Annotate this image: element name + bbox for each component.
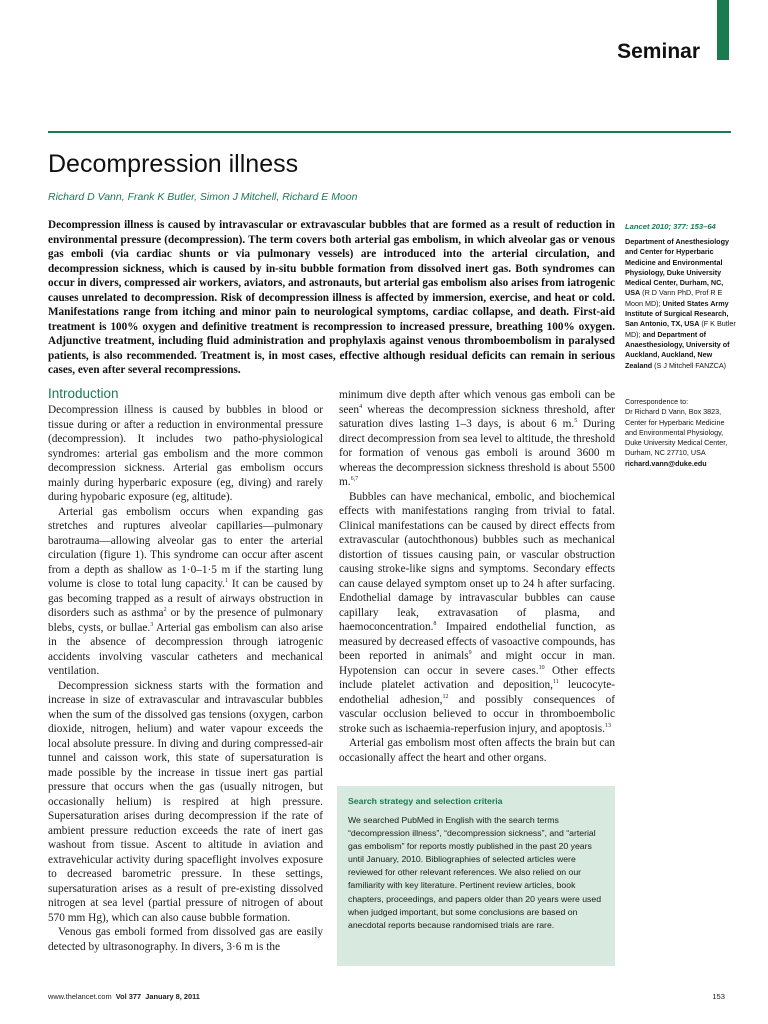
panel-body: We searched PubMed in English with the search terms “decompression illness”, “decompression sickness”, and “arterial gas embolism” for reports mostly published in the past 20 years until January, 2010. Bibliographies of selected articles were reviewed for other relevant references. We also relied on our familiarity with key literature. Pertinent review articles, book chapters, proceedings, and papers older than 20 years were used when judged important, but some conclusions are based on anecdotal reports because randomised trials are rare. <box>348 815 602 930</box>
affiliation-1: Department of Anesthesiology and Center for Hyperbaric Medicine and Environmental Physiology, Duke University Medical Center, Durham, NC, USA <box>625 237 729 298</box>
author-list: Richard D Vann, Frank K Butler, Simon J Mitchell, Richard E Moon <box>48 191 358 203</box>
reference-marker[interactable]: 3 <box>150 621 154 628</box>
reference-marker[interactable]: 11 <box>552 679 559 686</box>
body-column-2 <box>339 388 615 765</box>
panel-title: Search strategy and selection criteria <box>348 796 503 806</box>
affiliations <box>625 237 737 371</box>
paragraph: Venous gas emboli formed from dissolved gas are easily detected by ultrasonography. In divers, 3·6 m is the <box>48 926 323 953</box>
paragraph: Arterial gas embolism occurs when expanding gas stretches and ruptures alveolar capillaries—pulmonary barotrauma—allowing alveolar gas to enter the arterial circulation (figure 1). This syndrome can occur after ascent from a depth as shallow as 1·0–1·5 m if the starting lung volume is close to total lung capacity.$^1$ It can be caused by gas becoming trapped as a result of airways obstruction in disorders such as asthma$^2$ or by the presence of pulmonary blebs, cysts, or bullae.$^3$ Arterial gas embolism can also arise in the absence of decompression through iatrogenic accidents involving vascular catheters and mechanical ventilation. <box>48 505 324 677</box>
paragraph: Arterial gas embolism most often affects the brain but can occasionally affect the heart and other organs. <box>339 737 615 764</box>
footer-date: January 8, 2011 <box>145 992 200 1001</box>
footer-left <box>48 992 200 1001</box>
body-column-1 <box>48 403 323 954</box>
affiliation-1-people: (R D Vann PhD, Prof R E Moon MD); <box>625 288 723 308</box>
reference-marker[interactable]: 6,7 <box>350 476 359 483</box>
reference-marker[interactable]: 5 <box>574 418 578 425</box>
citation: Lancet 2010; 377: 153–64 <box>625 222 716 231</box>
affiliation-2-people: (F K Butler MD); <box>625 319 736 339</box>
header-rule <box>48 131 731 133</box>
article-title: Decompression illness <box>48 150 299 178</box>
reference-marker[interactable]: 8 <box>433 621 437 628</box>
reference-marker[interactable]: 2 <box>163 607 167 614</box>
reference-marker[interactable]: 13 <box>604 722 611 729</box>
correspondence <box>625 397 737 469</box>
reference-marker[interactable]: 12 <box>442 693 449 700</box>
paragraph: Decompression illness is caused by bubbles in blood or tissue during or after a reduction in environmental pressure (decompression). It includes two patho-physiological syndromes: arterial gas embolism and the more common decompression sickness. Arterial gas embolism occurs mainly during hyperbaric exposure (eg, diving) and rarely during hypobaric exposure (eg, altitude). <box>48 404 323 503</box>
paragraph: Bubbles can have mechanical, embolic, and biochemical effects with manifestations ranging from trivial to fatal. Clinical manifestations can be caused by direct effects from extravascular (autochthonous) bubbles such as mechanical distortion of tissues causing pain, or vascular obstruction causing stroke-like signs and symptoms. Secondary effects can cause delayed symptom onset up to 24 h after surfacing. Endothelial damage by intravascular bubbles can cause capillary leak, extravasation of plasma, and haemoconcentration.$^8$ Impaired endothelial function, as measured by decreased effects of vasoactive compounds, has been reported in animals$^9$ and might occur in man. Hypotension can occur in severe cases.$^{10}$ Other effects include platelet activation and deposition,$^{11}$ leucocyte-endothelial adhesion,$^{12}$ and possibly consequences of vascular occlusion believed to occur in thromboembolic stroke such as ischaemia-reperfusion injury, and apoptosis.$^{13}$ <box>339 490 615 735</box>
footer-volume: Vol 377 <box>115 992 142 1001</box>
page-number: 153 <box>712 992 725 1001</box>
section-heading-introduction: Introduction <box>48 386 119 401</box>
affiliation-3-people: (S J Mitchell FANZCA) <box>652 360 727 370</box>
correspondence-email[interactable]: richard.vann@duke.edu <box>625 458 707 468</box>
correspondence-address: Dr Richard D Vann, Box 3823, Center for Hyperbaric Medicine and Environmental Physiology, Duke University Medical Center, Durham, NC 27710, USA <box>625 407 728 458</box>
reference-marker[interactable]: 10 <box>538 664 545 671</box>
reference-marker[interactable]: 9 <box>468 650 472 657</box>
footer-site[interactable]: www.thelancet.com <box>48 992 112 1001</box>
abstract: Decompression illness is caused by intravascular or extravascular bubbles that are formed as a result of reduction in environmental pressure (decompression). The term covers both arterial gas embolism, in which alveolar gas or venous gas emboli (via cardiac shunts or via pulmonary vessels) are introduced into the arterial circulation, and decompression sickness, which is caused by in-situ bubble formation from dissolved inert gas. Both syndromes can occur in divers, compressed air workers, aviators, and astronauts, but arterial gas embolism also arises from iatrogenic causes unrelated to decompression. Risk of decompression illness is affected by immersion, exercise, and heat or cold. Manifestations range from itching and minor pain to neurological symptoms, cardiac collapse, and death. First-aid treatment is 100% oxygen and definitive treatment is recompression to increased pressure, breathing 100% oxygen. Adjunctive treatment, including fluid administration and prophylaxis against venous thromboembolism in paralysed patients, is also recommended. Treatment is, in most cases, effective although residual deficits can remain in serious cases, even after several recompressions. <box>48 219 615 377</box>
affiliation-2: United States Army Institute of Surgical Research, San Antonio, TX, USA <box>625 298 729 329</box>
section-label: Seminar <box>617 40 700 63</box>
correspondence-label: Correspondence to: <box>625 397 689 406</box>
affiliation-3: and Department of Anaesthesiology, University of Auckland, Auckland, New Zealand <box>625 329 730 370</box>
reference-marker[interactable]: 4 <box>359 403 363 410</box>
journal-accent-bar <box>717 0 729 60</box>
paragraph: minimum dive depth after which venous gas emboli can be seen$^4$ whereas the decompression sickness threshold, after saturation dives lasting 1–3 days, is about 6 m.$^5$ During direct decompression from sea level to altitude, the threshold for formation of venous gas emboli is around 3600 m whereas the decompression sickness threshold is about 5500 m.$^{6,7}$ <box>339 389 615 488</box>
paragraph: Decompression sickness starts with the formation and increase in size of extravascular and intravascular bubbles when the sum of the dissolved gas tensions (oxygen, carbon dioxide, nitrogen, helium) and water vapour exceeds the local absolute pressure. In diving and during compressed-air tunnel and caisson work, this state of supersaturation is made possible by the increase in tissue inert gas partial pressure that occurs when the gas (usually nitrogen, but occasionally helium) is respired at high pressure. Supersaturation arises during decompression if the rate of ambient pressure reduction exceeds the rate of inert gas washout from tissue. Ascent to altitude in aviation and extravehicular activity during spaceflight involves exposure to decreased barometric pressure. In these settings, supersaturation arises as a result of pre-existing dissolved nitrogen at sea level (partial pressure of nitrogen of about 570 mm Hg), which can also cause bubble formation. <box>48 679 323 924</box>
reference-marker[interactable]: 1 <box>224 578 228 585</box>
